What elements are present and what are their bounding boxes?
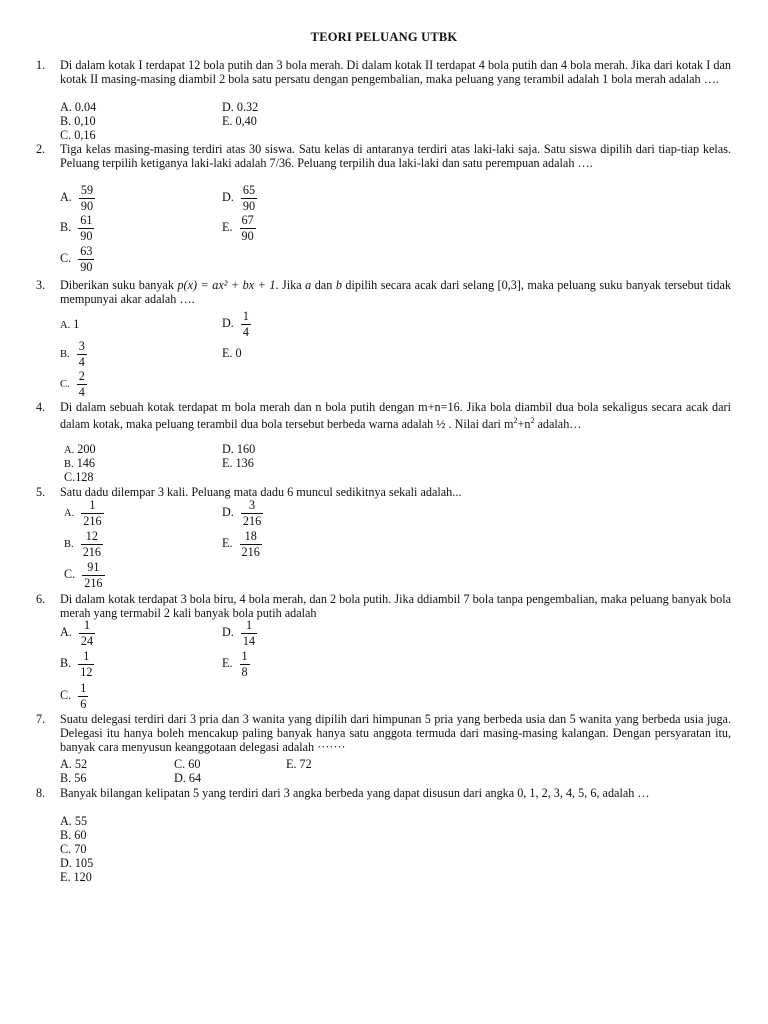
- option-e: E. 0,40: [222, 114, 257, 128]
- option-e: E. $\frac{18}{216}$: [222, 529, 260, 559]
- fraction: $\frac{63}{90}$: [80, 244, 93, 274]
- question-number: 2.: [36, 142, 46, 156]
- question-6: [36, 592, 731, 620]
- question-text: Di dalam kotak terdapat 3 bola biru, 4 bola merah, dan 2 bola putih. Jika ddiambil 7 bola tanpa pengembalian, maka peluang banyak bola merah yang termabil 2 kali banyak bola putih adalah: [60, 592, 731, 621]
- option-d: D. $\frac{1}{4}$: [222, 309, 249, 339]
- question-3: [36, 278, 731, 306]
- fraction: $\frac{1}{12}$: [80, 649, 93, 679]
- fraction: $\frac{12}{216}$: [82, 529, 101, 559]
- option-d: D. $\frac{1}{14}$: [222, 618, 256, 648]
- question-number: 8.: [36, 786, 46, 800]
- option-c: C. $\frac{2}{4}$: [60, 369, 85, 399]
- option-d: D. 64: [174, 771, 202, 785]
- fraction: $\frac{67}{90}$: [241, 213, 254, 243]
- option-e: E. 72: [286, 757, 312, 771]
- question-8: [36, 786, 731, 800]
- option-a: A. 0.04: [60, 100, 97, 114]
- document-title: TEORI PELUANG UTBK: [310, 30, 458, 44]
- option-a: A. 52: [60, 757, 88, 771]
- question-text: Tiga kelas masing-masing terdiri atas 30 siswa. Satu kelas di antaranya terdiri atas laki-laki saja. Satu siswa dipilih dari tiap-tiap kelas. Peluang terpilih ketiganya laki-laki adalah 7/36. Peluang terpilih dua laki-laki dan satu perempuan adalah ….: [60, 142, 731, 171]
- option-d: D. 105: [60, 856, 94, 870]
- question-text: Di dalam sebuah kotak terdapat m bola merah dan n bola putih dengan m+n=16. Jika bola diambil dua bola sekaligus secara acak dari dalam kotak, maka peluang terambil dua bola tersebut berbeda warna adalah ½ . Nilai dari $m^2+n^2$ adalah…: [60, 400, 731, 432]
- fraction: $\frac{3}{4}$: [78, 339, 85, 369]
- option-c: C. 60: [174, 757, 201, 771]
- option-c: C. $\frac{91}{216}$: [64, 560, 103, 590]
- question-number: 7.: [36, 712, 46, 726]
- fraction: $\frac{1}{8}$: [241, 649, 248, 679]
- fraction: $\frac{1}{14}$: [242, 618, 256, 648]
- question-1: [36, 58, 731, 86]
- option-b: B. 56: [60, 771, 87, 785]
- option-e: E. 136: [222, 456, 254, 470]
- question-5: [36, 485, 731, 499]
- option-c: C. $\frac{63}{90}$: [60, 244, 93, 274]
- fraction: $\frac{59}{90}$: [80, 183, 94, 213]
- option-d: D. $\frac{65}{90}$: [222, 183, 256, 213]
- option-b: B. $\frac{3}{4}$: [60, 339, 85, 369]
- fraction: $\frac{2}{4}$: [78, 369, 85, 399]
- option-c: C. 0,16: [60, 128, 96, 142]
- option-d: D. 160: [222, 442, 256, 456]
- option-e: E. $\frac{1}{8}$: [222, 649, 248, 679]
- polynomial-formula: p(x) = ax² + bx + 1: [177, 278, 276, 292]
- option-e: E. 0: [222, 346, 242, 360]
- option-e: E. $\frac{67}{90}$: [222, 213, 254, 243]
- fraction: $\frac{3}{216}$: [242, 498, 262, 528]
- question-number: 5.: [36, 485, 46, 499]
- fraction: $\frac{65}{90}$: [242, 183, 256, 213]
- option-a: A. $\frac{1}{24}$: [60, 618, 94, 648]
- fraction: $\frac{1}{6}$: [80, 681, 87, 711]
- option-c: C. $\frac{1}{6}$: [60, 681, 87, 711]
- option-d: D. 0.32: [222, 100, 259, 114]
- fraction: $\frac{61}{90}$: [80, 213, 93, 243]
- question-number: 6.: [36, 592, 46, 606]
- option-a: A. 55: [60, 814, 88, 828]
- question-number: 4.: [36, 400, 46, 414]
- question-2: [36, 142, 731, 170]
- question-7: [36, 712, 731, 755]
- option-a: A. 200: [64, 442, 96, 456]
- fraction: $\frac{1}{4}$: [242, 309, 249, 339]
- question-4: [36, 400, 731, 431]
- fraction: $\frac{91}{216}$: [84, 560, 103, 590]
- option-c: C.128: [64, 470, 94, 484]
- option-a: A. $\frac{1}{216}$: [64, 498, 102, 528]
- option-c: C. 70: [60, 842, 87, 856]
- option-e: E. 120: [60, 870, 92, 884]
- option-b: B. 60: [60, 828, 87, 842]
- option-a: A. 1: [60, 317, 80, 331]
- option-b: B. 146: [64, 456, 95, 470]
- question-text: Suatu delegasi terdiri dari 3 pria dan 3 wanita yang dipilih dari himpunan 5 pria yang berbeda usia dan 5 wanita yang berbeda usia juga. Delegasi itu hanya boleh mencakup paling banyak hanya satu anggota termuda dari masing-masing kalangan. Dengan persyaratan itu, banyak cara menyusun keanggotaan delegasi adalah ·······: [60, 712, 731, 755]
- question-text: Di dalam kotak I terdapat 12 bola putih dan 3 bola merah. Di dalam kotak II terdapat 4 bola putih dan 4 bola merah. Jika dari kotak I dan kotak II masing-masing diambil 2 bola satu persatu dengan pengembalian, maka peluang yang terambil adalah 1 bola merah adalah ….: [60, 58, 731, 87]
- option-b: B. $\frac{12}{216}$: [64, 529, 101, 559]
- question-number: 3.: [36, 278, 46, 292]
- question-text: Banyak bilangan kelipatan 5 yang terdiri dari 3 angka berbeda yang dapat disusun dari angka 0, 1, 2, 3, 4, 5, 6, adalah …: [60, 786, 650, 800]
- fraction: $\frac{1}{24}$: [80, 618, 94, 648]
- option-a: A. $\frac{59}{90}$: [60, 183, 94, 213]
- question-number: 1.: [36, 58, 46, 72]
- option-d: D. $\frac{3}{216}$: [222, 498, 262, 528]
- question-text: Diberikan suku banyak p(x) = ax² + bx + 1. Jika a dan b dipilih secara acak dari selang [0,3], maka peluang suku banyak tersebut tidak mempunyai akar adalah ….: [60, 278, 732, 307]
- option-b: B. $\frac{61}{90}$: [60, 213, 93, 243]
- option-b: B. 0,10: [60, 114, 96, 128]
- option-b: B. $\frac{1}{12}$: [60, 649, 93, 679]
- question-text: Satu dadu dilempar 3 kali. Peluang mata dadu 6 muncul sedikitnya sekali adalah...: [60, 485, 462, 499]
- fraction: $\frac{18}{216}$: [241, 529, 260, 559]
- fraction: $\frac{1}{216}$: [83, 498, 102, 528]
